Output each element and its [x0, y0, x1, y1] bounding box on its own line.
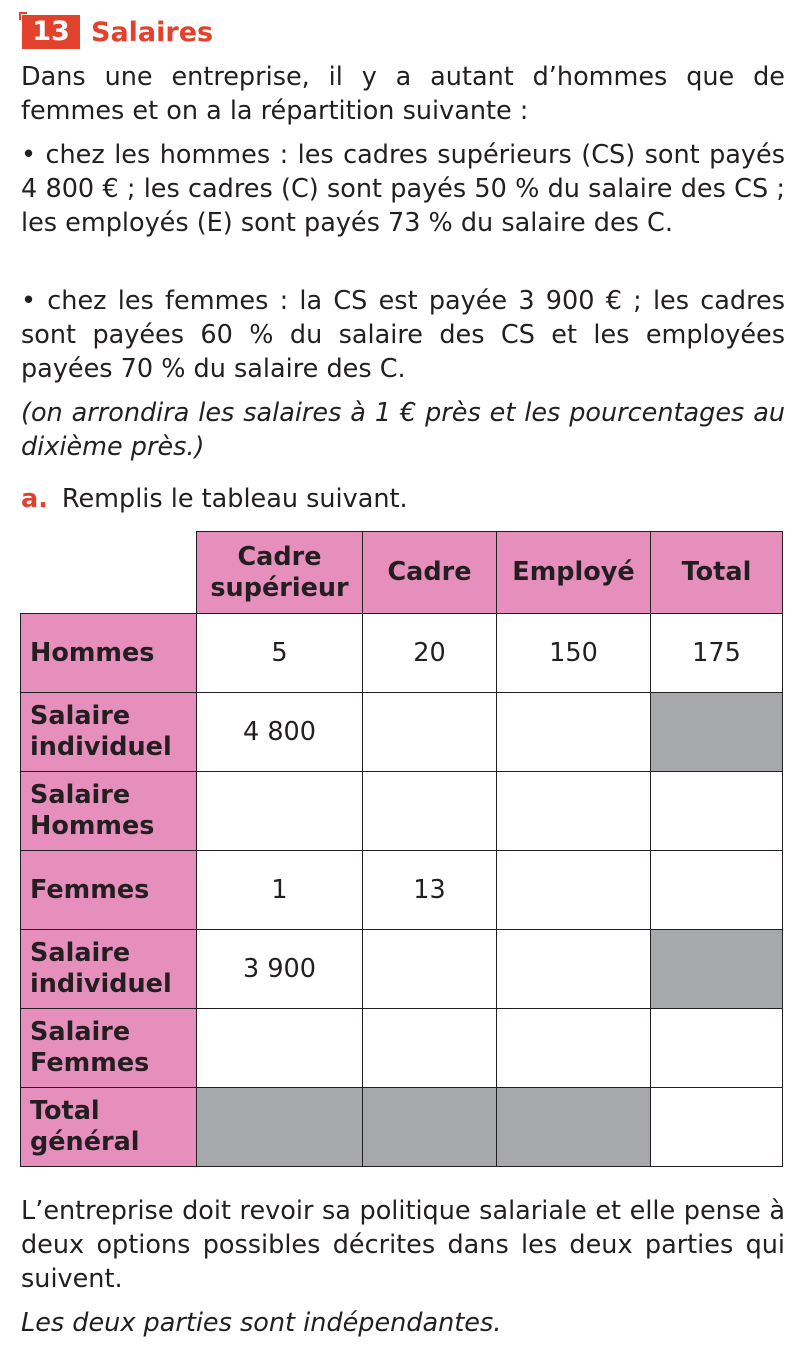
table-cell-empty[interactable] [651, 772, 783, 851]
row-header: Salaire individuel [21, 930, 197, 1009]
table-row [21, 851, 783, 930]
col-header-cadre-superieur: Cadre supérieur [197, 532, 363, 614]
outro-note: Les deux parties sont indépendantes. [21, 1308, 502, 1338]
women-bullet-text: • chez les femmes : la CS est payée 3 900 € ; les cadres sont payées 60 % du salaire des CS et les employées payées 70 % du salaire des C. [21, 286, 785, 384]
table-row [21, 930, 783, 1009]
table-cell-empty[interactable] [363, 930, 497, 1009]
row-header: Salaire Hommes [21, 772, 197, 851]
question-a [21, 482, 408, 516]
row-header: Femmes [21, 851, 197, 930]
row-header: Salaire Femmes [21, 1009, 197, 1088]
question-a-text: Remplis le tableau suivant. [61, 484, 408, 514]
col-header-total: Total [651, 532, 783, 614]
table-cell: 3 900 [197, 930, 363, 1009]
table-cell-empty[interactable] [497, 851, 651, 930]
table-row [21, 1009, 783, 1088]
exercise-number-badge: 13 [22, 15, 80, 49]
table-cell: 20 [363, 614, 497, 693]
table-cell: 13 [363, 851, 497, 930]
exercise-title: Salaires [91, 16, 214, 48]
table-cell: 5 [197, 614, 363, 693]
table-row [21, 693, 783, 772]
table-cell-empty[interactable] [497, 930, 651, 1009]
table-cell-empty[interactable] [363, 1009, 497, 1088]
table-cell-empty[interactable] [497, 1009, 651, 1088]
table-cell-shaded [197, 1088, 363, 1167]
table-cell-shaded [651, 693, 783, 772]
table-cell-shaded [651, 930, 783, 1009]
table-row [21, 614, 783, 693]
table-cell-empty[interactable] [497, 693, 651, 772]
exercise-header [22, 14, 213, 50]
table-cell: 1 [197, 851, 363, 930]
table-corner [21, 532, 197, 614]
table-cell-empty[interactable] [651, 1088, 783, 1167]
salary-table [20, 531, 783, 1167]
table-cell-empty[interactable] [363, 693, 497, 772]
table-cell: 150 [497, 614, 651, 693]
row-header: Hommes [21, 614, 197, 693]
col-header-employe: Employé [497, 532, 651, 614]
table-cell-empty[interactable] [197, 1009, 363, 1088]
table-cell-empty[interactable] [651, 1009, 783, 1088]
outro-text: L’entreprise doit revoir sa politique salariale et elle pense à deux options possibles décrites dans les deux parties qui suivent. [21, 1196, 785, 1294]
table-cell-empty[interactable] [651, 851, 783, 930]
table-cell: 4 800 [197, 693, 363, 772]
table-cell-empty[interactable] [197, 772, 363, 851]
table-header-row [21, 532, 783, 614]
men-bullet-text: • chez les hommes : les cadres supérieurs (CS) sont payés 4 800 € ; les cadres (C) sont payés 50 % du salaire des CS ; les employés (E) sont payés 73 % du salaire des C. [21, 140, 785, 238]
table-cell-empty[interactable] [497, 772, 651, 851]
question-a-letter: a. [21, 484, 48, 514]
table-cell-shaded [363, 1088, 497, 1167]
table-cell-empty[interactable] [363, 772, 497, 851]
table-row [21, 1088, 783, 1167]
intro-text: Dans une entreprise, il y a autant d’hommes que de femmes et on a la répartition suivante : [21, 62, 785, 126]
row-header: Total général [21, 1088, 197, 1167]
col-header-cadre: Cadre [363, 532, 497, 614]
row-header: Salaire individuel [21, 693, 197, 772]
table-cell-shaded [497, 1088, 651, 1167]
table-row [21, 772, 783, 851]
rounding-note: (on arrondira les salaires à 1 € près et les pourcentages au dixième près.) [21, 398, 785, 462]
table-cell: 175 [651, 614, 783, 693]
